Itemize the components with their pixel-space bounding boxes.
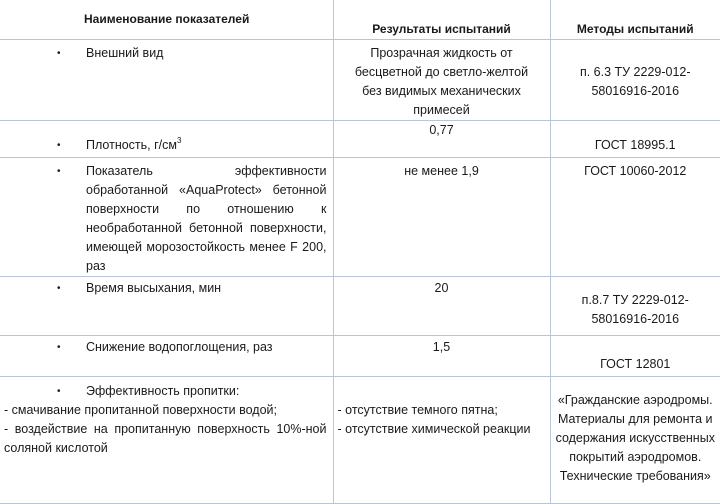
table-row xyxy=(0,277,720,336)
row-name-cell xyxy=(0,121,333,158)
row-result: 20 xyxy=(333,277,550,336)
row-result: 0,77 xyxy=(333,121,550,158)
row-result2: - отсутствие химической реакции xyxy=(337,422,531,436)
row-name-cell xyxy=(0,158,333,277)
bullet-icon: • xyxy=(57,342,61,353)
row-method xyxy=(550,40,720,121)
row-name: Плотность, г/см xyxy=(86,138,177,152)
row-method: п.8.7 ТУ 2229-012-58016916-2016 xyxy=(550,277,720,336)
row-name-cell xyxy=(0,277,333,336)
row-result1: - отсутствие темного пятна; xyxy=(337,403,498,417)
row-result xyxy=(333,377,550,504)
header-results: Результаты испытаний xyxy=(333,0,550,40)
row-name: Снижение водопоглощения, раз xyxy=(86,340,273,354)
row-name-cell xyxy=(0,336,333,377)
row-name-sup: 3 xyxy=(177,136,182,145)
row-method: ГОСТ 12801 xyxy=(550,336,720,377)
row-name: Внешний вид xyxy=(86,46,164,60)
row-name-cell xyxy=(0,377,333,504)
row-method-text: «Гражданские аэродромы. Материалы для ремонта и содержания искусственных покрытий аэродромов. Технические требования» xyxy=(555,393,715,483)
header-row xyxy=(0,0,720,40)
table-row xyxy=(0,121,720,158)
bullet-icon: • xyxy=(57,283,61,294)
row-method xyxy=(550,377,720,504)
row-result: 1,5 xyxy=(333,336,550,377)
table-row xyxy=(0,158,720,277)
row-method-text: п. 6.3 ТУ 2229-012-58016916-2016 xyxy=(579,65,691,98)
header-name: Наименование показателей xyxy=(0,0,333,40)
row-result: Прозрачная жидкость от бесцветной до светло-желтой без видимых механических примесей xyxy=(333,40,550,121)
row-name-cell xyxy=(0,40,333,121)
table-row xyxy=(0,336,720,377)
row-result: не менее 1,9 xyxy=(333,158,550,277)
bullet-icon: • xyxy=(57,140,61,151)
row-name: Эффективность пропитки: xyxy=(86,384,240,398)
bullet-icon: • xyxy=(57,48,61,59)
table-row xyxy=(0,377,720,504)
row-sub1: - смачивание пропитанной поверхности водой; xyxy=(4,403,277,417)
row-method: ГОСТ 10060-2012 xyxy=(550,158,720,277)
row-name: Время высыхания, мин xyxy=(86,281,222,295)
row-sub2-text: - воздействие на пропитанную поверхность 10%-ной соляной кислотой xyxy=(4,422,327,455)
bullet-icon: • xyxy=(57,386,61,397)
row-name: Показатель эффективности обработанной «AquaProtect» бетонной поверхности по отношению к необработанной бетонной поверхности, имеющей морозостойкость менее F 200, раз xyxy=(86,164,327,273)
header-methods: Методы испытаний xyxy=(550,0,720,40)
table-row xyxy=(0,40,720,121)
row-method: ГОСТ 18995.1 xyxy=(550,121,720,158)
bullet-icon: • xyxy=(57,166,61,177)
row-sub2 xyxy=(0,420,333,458)
